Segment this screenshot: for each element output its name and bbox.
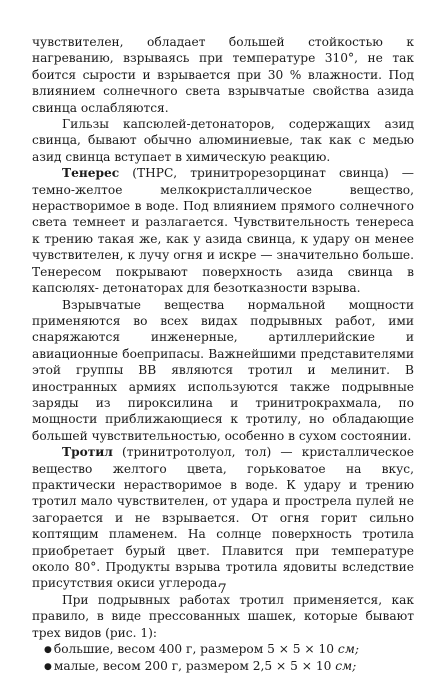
- paragraph-lead-azide-properties: чувствителен, обладает большей стойкостью к нагреванию, взрываясь при температуре 310°, не так боится сырости и взрывается при 30 % влажности. Под влиянием солнечного света взрывчатые свойства азида свинца ослабляются.: [32, 35, 414, 115]
- paragraph-normal-power-explosives: Взрывчатые вещества нормальной мощности применяются во всех видах подрывных работ, ими снаряжаются инженерные, артиллерийские и авиационные боеприпасы. Важнейшими представителями этой группы ВВ являются тротил и мелинит. В иностранных армиях используются также подрывные заряды из пироксилина и тринитрокрахмала, по мощности приближающиеся к тротилу, но обладающие большей чувствительностью, особенно в сухом состоянии.: [32, 297, 414, 443]
- body-text: [32, 34, 414, 676]
- block-sizes-list: [32, 641, 414, 676]
- paragraph-trotyl: [32, 444, 414, 592]
- teneres-description: (ТНРС, тринитрорезорцинат свинца) — темно-желтое мелкокристаллическое вещество, нерастворимое в воде. Под влиянием прямого солнечного света темнеет и разлагается. Чувствительность тенереса к трению такая же, как у азида свинца, к удару он менее чувствителен, к лучу огня и искре — значительно больше. Тенересом покрывают поверхность азида свинца в капсюлях- детонаторах для безотказности взрыва.: [32, 166, 414, 296]
- term-teneres: Тенерес: [62, 166, 120, 181]
- paragraph-detonator-shells: Гильзы капсюлей-детонаторов, содержащих азид свинца, бывают обычно алюминиевые, так как с медью азид свинца вступает в химическую реакцию.: [32, 117, 414, 164]
- bullet-icon: ●: [44, 662, 52, 673]
- list-item: [32, 641, 414, 658]
- list-item: [32, 658, 414, 675]
- paragraph-teneres: [32, 165, 414, 296]
- paragraph-pressed-blocks: При подрывных работах тротил применяется, как правило, в виде прессованных шашек, которые бывают трех видов (рис. 1):: [32, 592, 414, 640]
- list-item-text: большие, весом 400 г, размером 5 × 5 × 10: [53, 642, 338, 657]
- page-number: 7: [218, 582, 227, 597]
- trotyl-description: (тринитротолуол, тол) — кристаллическое вещество желтого цвета, горьковатое на вкус, практически нерастворимое в воде. К удару и трению тротил мало чувствителен, от удара и прострела пулей не загорается и не взрывается. От огня горит сильно коптящим пламенем. На солнце поверхность тротила приобретает бурый цвет. Плавится при температуре около 80°. Продукты взрыва тротила ядовиты вследствие присутствия окиси углерода.: [32, 445, 414, 591]
- list-item-text: малые, весом 200 г, размером 2,5 × 5 × 10: [53, 659, 336, 674]
- list-item-unit: см;: [335, 659, 357, 674]
- bullet-icon: ●: [44, 645, 52, 656]
- list-item-unit: см;: [337, 642, 359, 657]
- term-trotyl: Тротил: [62, 445, 113, 460]
